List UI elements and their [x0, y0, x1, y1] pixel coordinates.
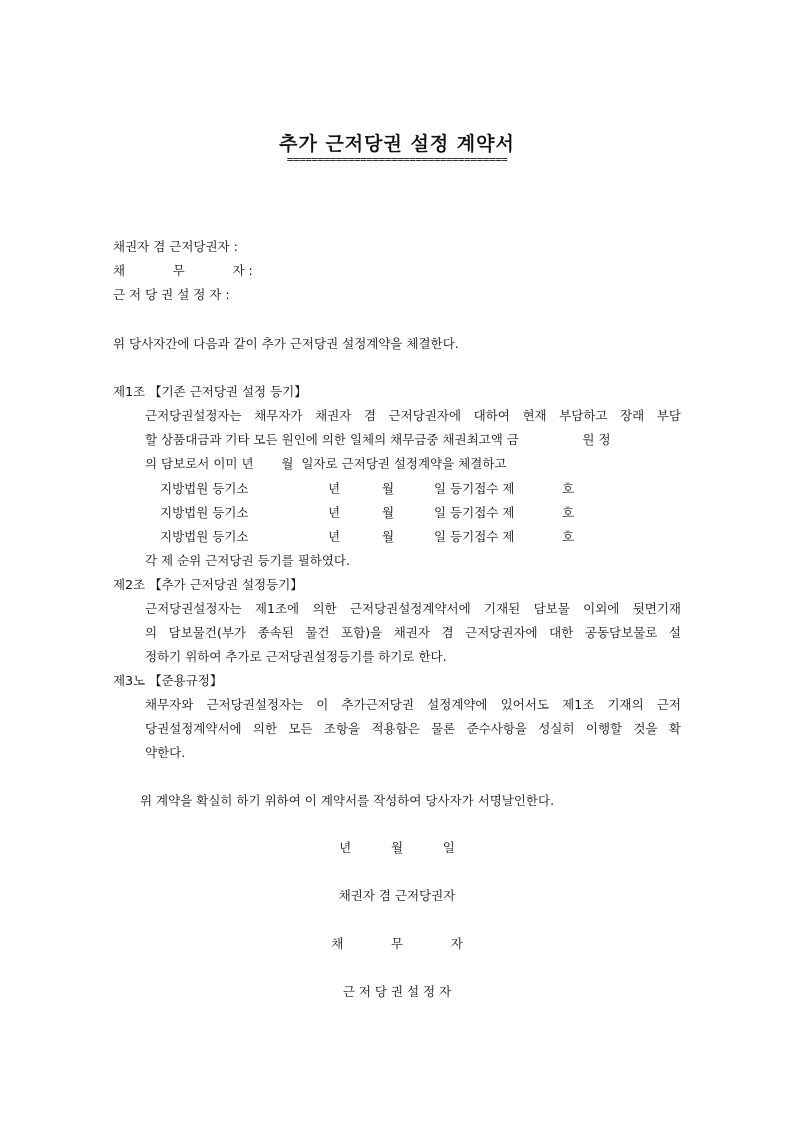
- registration-row: [0, 479, 794, 495]
- signature-mortgagor: 근 저 당 권 설 정 자: [342, 984, 452, 999]
- title-underline: ====================================: [286, 153, 508, 166]
- article2-heading: 제2조 【추가 근저당권 설정등기】: [113, 577, 303, 592]
- article3-line3: 약한다.: [145, 745, 186, 760]
- registration-row: [0, 503, 794, 519]
- registration-year: 년: [328, 505, 341, 520]
- article3-heading: 제3노 【준용규정】: [113, 673, 223, 688]
- registration-row: [0, 527, 794, 543]
- registration-court: 지방법원 등기소: [160, 505, 249, 520]
- registration-day: 일 등기접수 제: [434, 481, 515, 496]
- article1-line2-text: 할 상품대금과 기타 모든 원인에 의한 일체의 채무금중 채권최고액 금 원 정: [145, 432, 611, 447]
- party-creditor-label: 채권자 겸 근저당권자 :: [113, 239, 238, 254]
- article2-line1: 근저당권설정자는 제1조에 의한 근저당권설정계약서에 기재된 담보물 이외에 뒷면기재: [145, 601, 681, 616]
- registration-month: 월: [382, 481, 395, 496]
- registration-number: 호: [562, 505, 575, 520]
- article1-closing: 각 제 순위 근저당권 등기를 필하였다.: [145, 553, 350, 568]
- intro-text: 위 당사자간에 다음과 같이 추가 근저당권 설정계약을 체결한다.: [113, 336, 459, 351]
- registration-month: 월: [382, 505, 395, 520]
- article1-line1: 근저당권설정자는 채무자가 채권자 겸 근저당권자에 대하여 현재 부담하고 장래 부담: [145, 408, 681, 423]
- article1-line3: 의 담보로서 이미 년 월 일자로 근저당권 설정계약을 체결하고: [145, 456, 507, 471]
- registration-number: 호: [562, 481, 575, 496]
- registration-month: 월: [382, 529, 395, 544]
- signature-creditor: 채권자 겸 근저당권자: [338, 888, 456, 903]
- article2-line3: 정하기 위하여 추가로 근저당권설정등기를 하기로 한다.: [145, 649, 447, 664]
- registration-year: 년: [328, 481, 341, 496]
- registration-court: 지방법원 등기소: [160, 481, 249, 496]
- party-mortgagor-label: 근 저 당 권 설 정 자 :: [113, 287, 230, 302]
- article3-line2: 당권설정계약서에 의한 모든 조항을 적용함은 물론 준수사항을 성실히 이행할 것을 확: [145, 721, 681, 736]
- registration-year: 년: [328, 529, 341, 544]
- registration-day: 일 등기접수 제: [434, 505, 515, 520]
- document-title: 추가 근저당권 설정 계약서: [279, 133, 515, 155]
- registration-number: 호: [562, 529, 575, 544]
- registration-court: 지방법원 등기소: [160, 529, 249, 544]
- article3-line1: 채무자와 근저당권설정자는 이 추가근저당권 설정계약에 있어서도 제1조 기재의 근저: [145, 697, 681, 712]
- date-line: 년 월 일: [339, 840, 455, 855]
- closing-statement: 위 계약을 확실히 하기 위하여 이 계약서를 작성하여 당사자가 서명날인한다.: [140, 793, 555, 808]
- article1-heading: 제1조 【기존 근저당권 설정 등기】: [113, 384, 307, 399]
- article2-line2: 의 담보물건(부가 종속된 물건 포함)을 채권자 겸 근저당권자에 대한 공동담보물로 설: [145, 625, 681, 640]
- party-debtor-label: 채 무 자 :: [113, 263, 253, 278]
- signature-debtor: 채 무 자: [331, 936, 463, 951]
- registration-day: 일 등기접수 제: [434, 529, 515, 544]
